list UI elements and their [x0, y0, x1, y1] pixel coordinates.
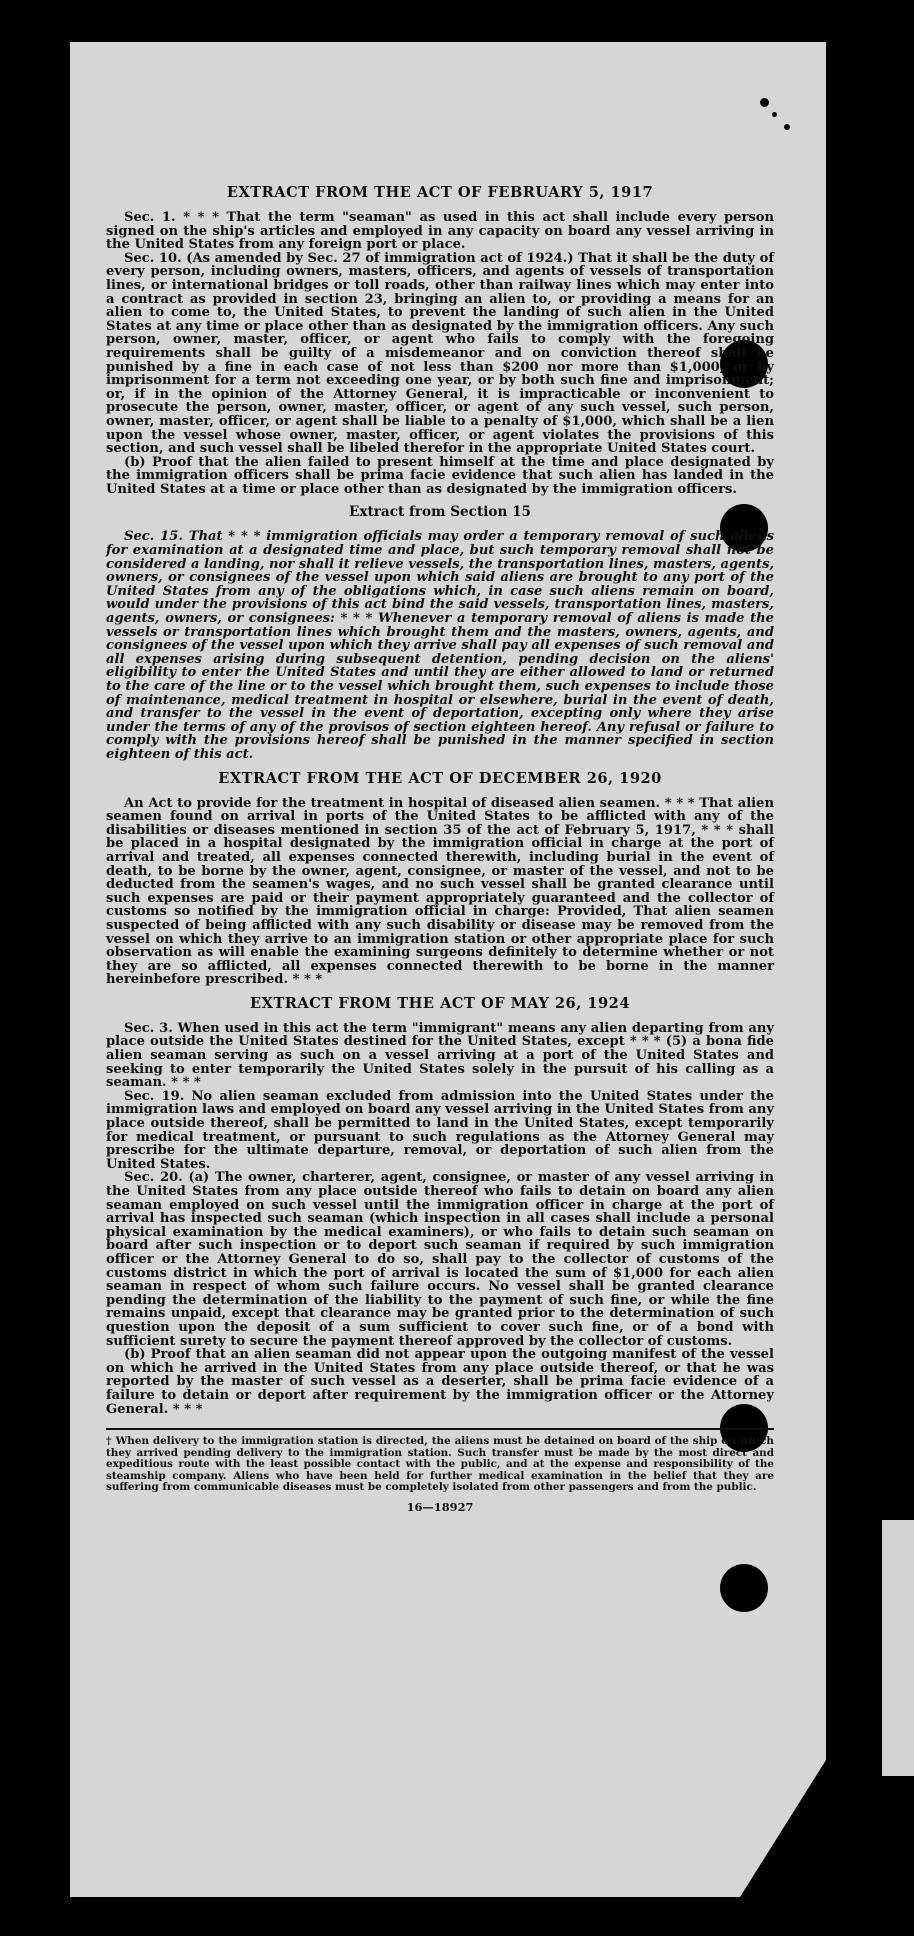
heading-act-1920: EXTRACT FROM THE ACT OF DECEMBER 26, 1920	[218, 769, 662, 787]
heading-section-15: Extract from Section 15	[349, 504, 531, 521]
ink-speck	[784, 124, 790, 130]
ink-speck	[760, 98, 769, 107]
edge-strip	[882, 1520, 914, 1776]
footnote: † When delivery to the immigration station is directed, the aliens must be detained on board of the ship on which they arrived pending delivery to the immigration station. Such transfer must be made by the most direct and expeditious route with the least possible contact with the public, and at the expense and responsibility of the steamship company. Aliens who have been held for further medical examination in the belief that they are suffering from communicable diseases must be completely isolated from other passengers and from the public.	[106, 1435, 774, 1494]
footnote-divider	[106, 1428, 774, 1430]
paragraph-sec-19: Sec. 19. No alien seaman excluded from admission into the United States under the immigration laws and employed on board any vessel arriving in the United States from any place outside thereof, shall be permitted to land in the United States, except temporarily for medical treatment, or pursuant to such regulations as the Attorney General may prescribe for the ultimate departure, removal, or deportation of such alien from the United States.	[106, 1088, 774, 1172]
document-page	[70, 42, 826, 1897]
ink-speck	[772, 112, 777, 117]
paragraph-sec-15: Sec. 15. That * * * immigration officials may order a temporary removal of such aliens for examination at a designated time and place, but such temporary removal shall not be considered a landing, nor shall it relieve vessels, the transportation lines, masters, agents, owners, or consignees of the vessel upon which said aliens are brought to any port of the United States from any of the obligations which, in case such aliens remain on board, would under the provisions of this act bind the said vessels, transportation lines, masters, agents, owners, or consignees: * * * Whenever a temporary removal of aliens is made the vessels or transportation lines which brought them and the masters, owners, agents, and consignees of the vessel upon which they arrive shall pay all expenses of such removal and all expenses arising during subsequent detention, pending decision on the aliens' eligibility to enter the United States and until they are either allowed to land or returned to the care of the line or to the vessel which brought them, such expenses to include those of maintenance, medical treatment in hospital or elsewhere, burial in the event of death, and transfer to the vessel in the event of deportation, excepting only where they arise under the terms of any of the provisos of section eighteen hereof. Any refusal or failure to comply with the provisions hereof shall be punished in the manner specified in section eighteen of this act.	[106, 529, 774, 762]
paragraph-sec-10-b: (b) Proof that the alien failed to present himself at the time and place designated by the immigration officers shall be prima facie evidence that such alien has landed in the United States at a time or place other than as designated by the immigration officers.	[106, 454, 774, 497]
heading-act-1924: EXTRACT FROM THE ACT OF MAY 26, 1924	[250, 994, 630, 1012]
paragraph-sec-1: Sec. 1. * * * That the term "seaman" as used in this act shall include every person signed on the ship's articles and employed in any capacity on board any vessel arriving in the United States from any foreign port or place.	[106, 210, 774, 253]
paragraph-sec-20-b: (b) Proof that an alien seaman did not appear upon the outgoing manifest of the vessel on which he arrived in the United States from any place outside thereof, or that he was reported by the master of such vessel as a deserter, shall be prima facie evidence of a failure to detain or deport after requirement by the immigration officer or the Attorney General. * * *	[106, 1347, 774, 1417]
heading-act-1917: EXTRACT FROM THE ACT OF FEBRUARY 5, 1917	[226, 184, 654, 201]
document-body	[106, 184, 774, 1514]
paragraph-sec-10: Sec. 10. (As amended by Sec. 27 of immigration act of 1924.) That it shall be the duty of every person, including owners, masters, officers, and agents of vessels of transportation lines, or international bridges or toll roads, other than railway lines which may enter into a contract as provided in section 23, bringing an alien to, or providing a means for an alien to come to, the United States, to prevent the landing of such alien in the United States at any time or place other than as designated by the immigration officers. Any such person, owner, master, officer, or agent who fails to comply with the foregoing requirements shall be guilty of a misdemeanor and on conviction thereof shall be punished by a fine in each case of not less than $200 nor more than $1,000, or by imprisonment for a term not exceeding one year, or by both such fine and imprisonment; or, if in the opinion of the Attorney General, it is impracticable or inconvenient to prosecute the person, owner, master, officer, or agent of any such vessel, such person, owner, master, officer, or agent shall be liable to a penalty of $1,000, which shall be a lien upon the vessel whose owner, master, officer, or agent violates the provisions of this section, and such vessel shall be libeled therefor in the appropriate United States court.	[106, 250, 774, 457]
paragraph-sec-20: Sec. 20. (a) The owner, charterer, agent, consignee, or master of any vessel arriving in the United States from any place outside thereof who fails to detain on board any alien seaman employed on such vessel until the immigration officer in charge at the port of arrival has inspected such seaman (which inspection in all cases shall include a personal physical examination by the medical examiners), or who fails to detain such seaman on board after such inspection or to deport such seaman if required by such immigration officer or the Attorney General to do so, shall pay to the collector of customs of the customs district in which the port of arrival is located the sum of $1,000 for each alien seaman in respect of whom such failure occurs. No vessel shall be granted clearance pending the determination of the liability to the payment of such fine, or while the fine remains unpaid, except that clearance may be granted prior to the determination of such question upon the deposit of a sum sufficient to cover such fine, or of a bond with sufficient surety to secure the payment thereof approved by the collector of customs.	[106, 1170, 774, 1349]
form-number: 16—18927	[406, 1500, 474, 1515]
paragraph-sec-3: Sec. 3. When used in this act the term "immigrant" means any alien departing from any place outside the United States destined for the United States, except * * * (5) a bona fide alien seaman serving as such on a vessel arriving at a port of the United States and seeking to enter temporarily the United States solely in the pursuit of his calling as a seaman. * * *	[106, 1020, 774, 1091]
punch-hole	[720, 1564, 768, 1612]
paragraph-act-1920: An Act to provide for the treatment in hospital of diseased alien seamen. * * * That alien seamen found on arrival in ports of the United States to be afflicted with any of the disabilities or diseases mentioned in section 35 of the act of February 5, 1917, * * * shall be placed in a hospital designated by the immigration official in charge at the port of arrival and treated, all expenses connected therewith, including burial in the event of death, to be borne by the owner, agent, consignee, or master of the vessel, and not to be deducted from the seamen's wages, and no such vessel shall be granted clearance until such expenses are paid or their payment appropriately guaranteed and the collector of customs so notified by the immigration official in charge: Provided, That alien seamen suspected of being afflicted with any such disability or disease may be removed from the vessel on which they arrive to an immigration station or other appropriate place for such observation as will enable the examining surgeons definitely to determine whether or not they are so afflicted, all expenses connected therewith to be borne in the manner hereinbefore prescribed. * * *	[106, 795, 774, 988]
